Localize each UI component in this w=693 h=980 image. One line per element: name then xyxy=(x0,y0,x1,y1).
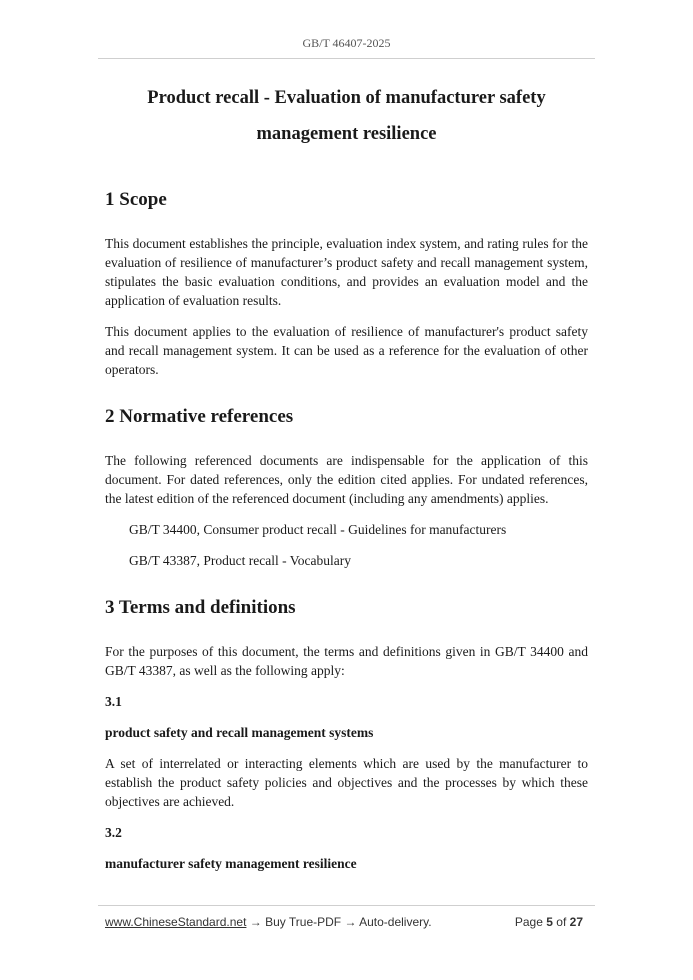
document-code: GB/T 46407-2025 xyxy=(302,36,391,50)
section-heading-terms: 3 Terms and definitions xyxy=(105,597,296,618)
header-divider xyxy=(98,58,595,59)
terms-intro-paragraph: For the purposes of this document, the terms and definitions given in GB/T 34400 and GB/T 43387, as well as the following apply: xyxy=(105,644,588,678)
footer-tagline: → Buy True-PDF → Auto-delivery. xyxy=(246,915,432,929)
scope-paragraph-2: This document applies to the evaluation of resilience of manufacturer's product safety and recall management system. It can be used as a reference for the evaluation of other operators. xyxy=(105,324,588,377)
document-title xyxy=(90,80,603,152)
scope-paragraph-1: This document establishes the principle, evaluation index system, and rating rules for the evaluation of resilience of manufacturer’s product safety and recall management system, stipulates the basic evaluation conditions, and provides an evaluation model and the application of evaluation results. xyxy=(105,236,588,308)
page-word: Page xyxy=(514,915,543,929)
section-heading-scope: 1 Scope xyxy=(105,189,167,210)
of-word: of xyxy=(556,915,567,929)
term-number: 3.1 xyxy=(105,694,122,709)
page-indicator xyxy=(515,915,583,929)
reference-item: GB/T 34400, Consumer product recall - Guidelines for manufacturers xyxy=(129,522,507,537)
site-link[interactable]: www.ChineseStandard.net xyxy=(105,915,247,929)
term-name: product safety and recall management systems xyxy=(105,725,374,740)
term-definition: A set of interrelated or interacting elements which are used by the manufacturer to establish the product safety policies and objectives and the processes by which these objectives are achieved. xyxy=(105,756,588,809)
reference-item: GB/T 43387, Product recall - Vocabulary xyxy=(129,553,351,568)
term-name: manufacturer safety management resilience xyxy=(105,856,357,871)
page-total: 27 xyxy=(569,915,583,929)
document-body xyxy=(105,180,588,873)
footer-divider xyxy=(98,905,595,906)
page-footer xyxy=(105,915,583,933)
footer-promo xyxy=(105,915,432,929)
page-current: 5 xyxy=(546,915,553,929)
normative-paragraph: The following referenced documents are indispensable for the application of this document. For dated references, only the edition cited applies. For undated references, the latest edition of the referenced document (including any amendments) applies. xyxy=(105,453,588,506)
term-number: 3.2 xyxy=(105,825,122,840)
title-line-1: Product recall - Evaluation of manufacturer safety xyxy=(147,88,546,108)
section-heading-normative-references: 2 Normative references xyxy=(105,406,294,427)
title-line-2: management resilience xyxy=(256,124,437,144)
